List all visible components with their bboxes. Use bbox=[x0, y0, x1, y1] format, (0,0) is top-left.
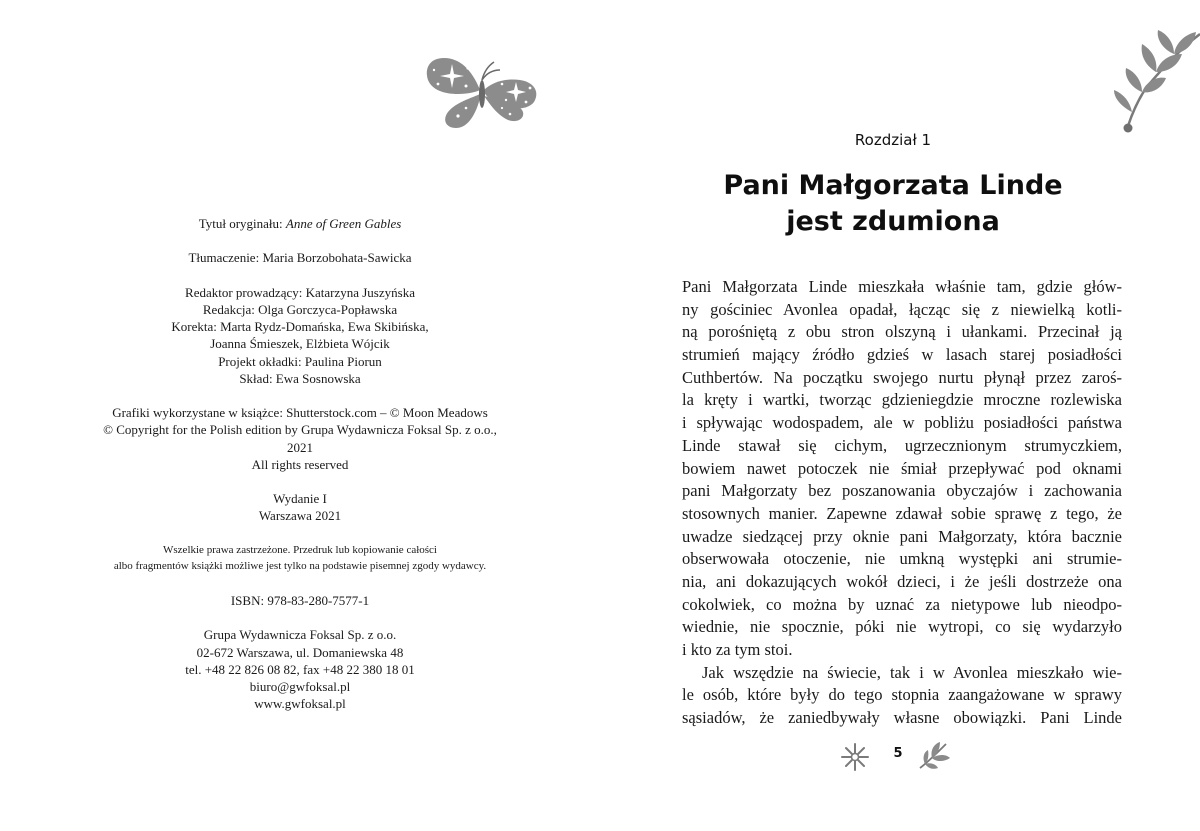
text-line: le osób, które były do tego stopnia zaangażowane w sprawy bbox=[682, 685, 1122, 705]
imprint-block bbox=[60, 215, 540, 730]
translation-credit: Tłumaczenie: Maria Borzobohata-Sawicka bbox=[188, 250, 412, 266]
text-line: stosownych manier. Zapewne zdawał sobie sprawę z tego, że bbox=[682, 503, 1122, 523]
original-title-value: Anne of Green Gables bbox=[285, 216, 402, 231]
page-footer bbox=[840, 740, 950, 780]
credit-line: Korekta: Marta Rydz-Domańska, Ewa Skibińska, bbox=[171, 319, 429, 335]
star-flower-icon bbox=[840, 742, 870, 772]
text-line: i spływając wodospadem, ale w pobliżu posiadłości państwa bbox=[682, 413, 1122, 433]
text-line: obserwowała otoczenie, nie umkną występki ani strumie- bbox=[682, 549, 1122, 569]
text-line: i kto za tym stoi. bbox=[682, 640, 793, 659]
text-line: bowiem nawet potoczek nie śmiał przepływać pod oknami bbox=[682, 458, 1122, 478]
butterfly-icon bbox=[422, 52, 542, 132]
edition-info: Wydanie I Warszawa 2021 bbox=[258, 491, 342, 524]
text-line: Pani Małgorzata Linde mieszkała właśnie tam, gdzie głów- bbox=[682, 277, 1122, 296]
text-line: la kręty i wartki, tworząc gdzieniegdzie mroczne rozlewiska bbox=[682, 390, 1122, 410]
text-line: Linde stawał się cichym, ugrzecznionym strumyczkiem, bbox=[682, 435, 1122, 455]
editorial-credits bbox=[60, 284, 540, 387]
text-line: nia, ani dokazujących wokół dzieci, i że jeśli dostrzeże ona bbox=[682, 571, 1122, 591]
credit-line: Redaktor prowadzący: Katarzyna Juszyńska bbox=[185, 284, 415, 300]
credit-line: Skład: Ewa Sosnowska bbox=[239, 370, 361, 386]
chapter-title: Pani Małgorzata Linde jest zdumiona bbox=[723, 170, 1063, 237]
text-line: Cuthbertów. Na początku swojego nurtu płynął przez zaroś- bbox=[682, 367, 1122, 387]
page-number: 5 bbox=[893, 746, 903, 761]
text-line: wiednie, nie spocznie, póki nie wytropi, co się wydarzyło bbox=[682, 617, 1122, 637]
isbn: ISBN: 978-83-280-7577-1 bbox=[230, 592, 370, 608]
credit-line: Redakcja: Olga Gorczyca-Popławska bbox=[202, 301, 398, 317]
credit-line: Projekt okładki: Paulina Piorun bbox=[218, 353, 382, 369]
text-line: pani Małgorzaty bez poszanowania obyczajów i zachowania bbox=[682, 481, 1122, 501]
branch-icon bbox=[1104, 26, 1200, 134]
text-line: ny gościniec Avonlea opadał, łącząc się z niewielką kotli- bbox=[682, 299, 1122, 319]
chapter-body-text bbox=[682, 276, 1122, 730]
sprig-icon bbox=[916, 740, 952, 772]
text-line: sąsiadów, że zaniedbywały własne obowiązki. Pani Linde bbox=[682, 708, 1122, 728]
text-line: cokolwiek, co można by uznać za nietypowe lub nieodpo- bbox=[682, 594, 1122, 614]
title-label: Tytuł oryginału: bbox=[198, 216, 286, 231]
chapter-label: Rozdział 1 bbox=[854, 131, 932, 149]
text-line: Jak wszędzie na świecie, tak i w Avonlea mieszkało wie- bbox=[702, 662, 1122, 682]
credit-line: Joanna Śmieszek, Elżbieta Wójcik bbox=[210, 336, 390, 352]
original-title bbox=[60, 215, 540, 232]
text-line: strumień mający źródło gdzieś w lasach starej posiadłości bbox=[682, 345, 1122, 365]
right-page bbox=[600, 0, 1200, 831]
copyright-notice: Grafiki wykorzystane w książce: Shutterstock.com – © Moon Meadows © Copyright for the Polish edition by Grupa Wydawnicza Foksal Sp. z o.o., 2021 All rights reserved bbox=[103, 405, 497, 472]
text-line: ną porośniętą z obu stron olszyną i ułankami. Przecinał ją bbox=[682, 322, 1122, 342]
publisher-info: Grupa Wydawnicza Foksal Sp. z o.o. 02-672 Warszawa, ul. Domaniewska 48 tel. +48 22 826 08 82, fax +48 22 380 18 01 biuro@gwfoksal.pl www.gwfoksal.pl bbox=[185, 627, 415, 712]
text-line: uwadze siedzącej przy oknie pani Małgorzaty, która bacznie bbox=[682, 526, 1122, 546]
rights-notice: Wszelkie prawa zastrzeżone. Przedruk lub kopiowanie całości albo fragmentów książki możliwe jest tylko na podstawie pisemnej zgody wydawcy. bbox=[113, 543, 487, 573]
